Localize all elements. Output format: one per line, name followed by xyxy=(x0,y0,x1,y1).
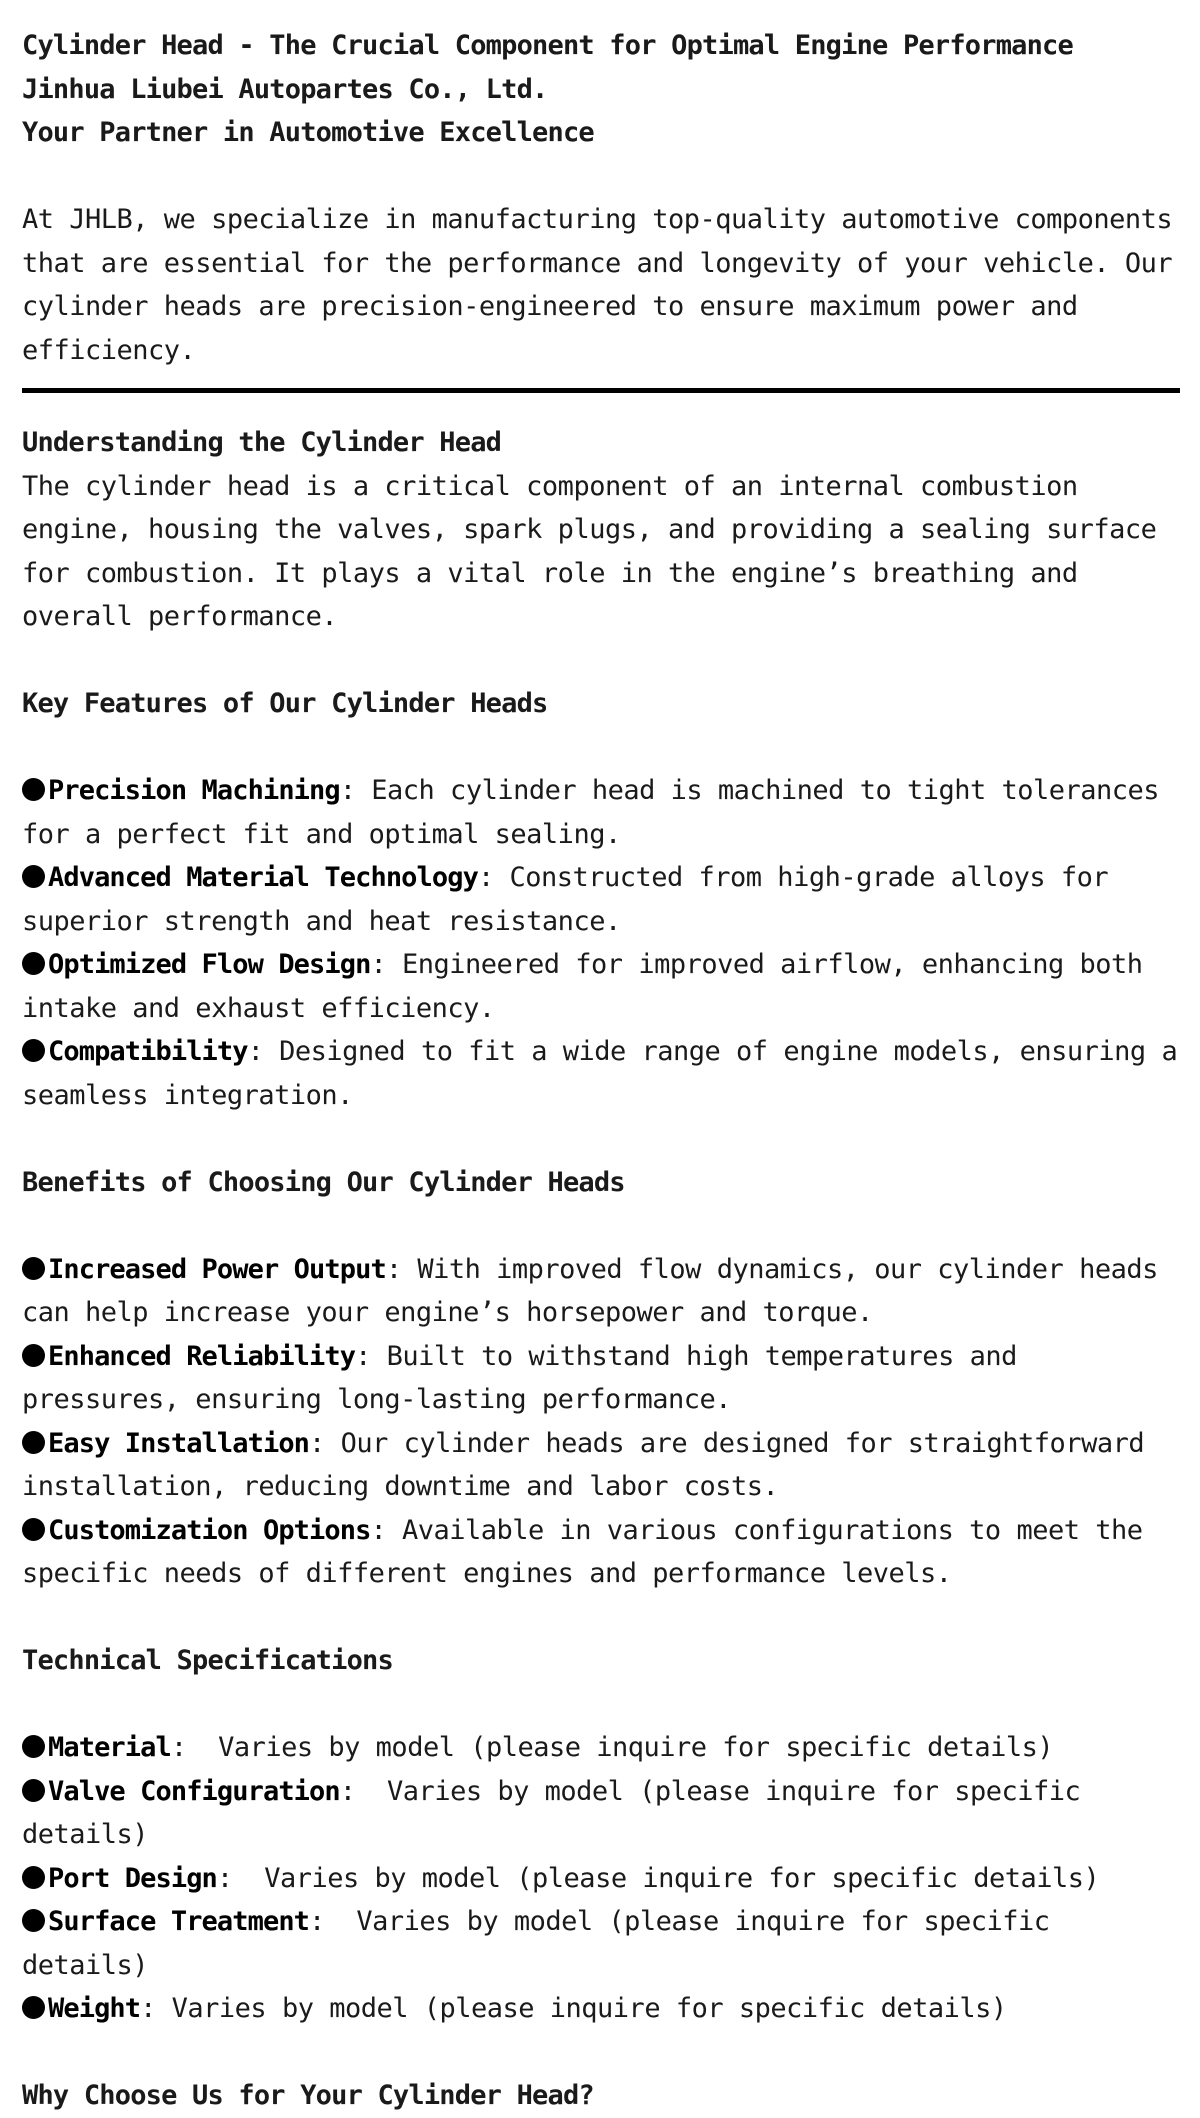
benefit-description: Our cylinder heads are designed for straightforward installation, reducing downtime and labor costs. xyxy=(22,1427,1145,1502)
label-separator: : xyxy=(309,1906,357,1937)
intro-paragraph: At JHLB, we specialize in manufacturing top-quality automotive components that are essential for the performance and longevity of your vehicle. Our cylinder heads are precision-engineered to ensure maximum power and efficiency. xyxy=(22,204,1173,366)
bullet-icon xyxy=(22,1996,45,2019)
spec-value: Varies by model (please inquire for specific details) xyxy=(22,1775,1081,1850)
label-separator: : xyxy=(309,1427,341,1459)
list-item xyxy=(22,1335,1178,1422)
label-separator: : xyxy=(216,1862,265,1894)
feature-description: Each cylinder head is machined to tight tolerances for a perfect fit and optimal sealing. xyxy=(22,775,1160,850)
understanding-heading: Understanding the Cylinder Head xyxy=(22,427,502,458)
spacer xyxy=(22,1204,1178,1248)
bullet-icon xyxy=(22,1431,45,1454)
label-separator: : xyxy=(370,1514,402,1546)
label-separator: : xyxy=(140,1993,172,2024)
list-item xyxy=(22,1509,1178,1596)
benefit-label: Customization Options xyxy=(48,1514,371,1546)
benefit-description: Available in various configurations to meet the specific needs of different engines and performance levels. xyxy=(22,1514,1143,1589)
bullet-icon xyxy=(22,1909,45,1932)
spacer xyxy=(22,1117,1178,1161)
bullet-icon xyxy=(22,1866,45,1889)
document-title: Cylinder Head - The Crucial Component for Optimal Engine Performance xyxy=(22,30,1073,61)
spec-value: Varies by model (please inquire for specific details) xyxy=(22,1906,1050,1981)
list-item xyxy=(22,1422,1178,1509)
bullet-icon xyxy=(22,1518,45,1541)
benefits-list xyxy=(22,1248,1178,1596)
spacer xyxy=(22,639,1178,683)
list-item xyxy=(22,1987,1178,2031)
specs-list xyxy=(22,1726,1178,2031)
list-item xyxy=(22,1900,1178,1987)
feature-label: Optimized Flow Design xyxy=(48,949,371,980)
bullet-icon xyxy=(22,865,45,888)
list-item xyxy=(22,943,1178,1030)
label-separator: : xyxy=(339,775,372,806)
benefit-description: Built to withstand high temperatures and pressures, ensuring long-lasting performance. xyxy=(22,1340,1017,1415)
company-name: Jinhua Liubei Autopartes Co., Ltd. xyxy=(22,73,548,105)
spec-label: Material xyxy=(48,1732,171,1763)
list-item xyxy=(22,1726,1178,1770)
feature-description: Constructed from high-grade alloys for superior strength and heat resistance. xyxy=(22,862,1109,937)
list-item xyxy=(22,1030,1178,1117)
spec-label: Port Design xyxy=(48,1862,217,1894)
benefit-description: With improved flow dynamics, our cylinder heads can help increase your engine’s horsepower and torque. xyxy=(22,1253,1158,1328)
benefits-heading: Benefits of Choosing Our Cylinder Heads xyxy=(22,1166,625,1198)
bullet-icon xyxy=(22,1257,45,1280)
list-item xyxy=(22,1857,1178,1901)
feature-label: Advanced Material Technology xyxy=(48,862,478,893)
benefit-label: Increased Power Output xyxy=(48,1253,386,1285)
feature-label: Compatibility xyxy=(48,1036,248,1067)
spec-value: Varies by model (please inquire for specific details) xyxy=(218,1732,1054,1763)
label-separator: : xyxy=(170,1732,219,1763)
label-separator: : xyxy=(247,1036,280,1067)
bullet-icon xyxy=(22,1039,45,1062)
features-list xyxy=(22,769,1178,1117)
bullet-icon xyxy=(22,1779,45,1802)
spacer xyxy=(22,1596,1178,1640)
feature-description: Engineered for improved airflow, enhancing both intake and exhaust efficiency. xyxy=(22,949,1143,1024)
spec-label: Surface Treatment xyxy=(48,1906,310,1937)
list-item xyxy=(22,856,1178,943)
bullet-icon xyxy=(22,1344,45,1367)
benefit-label: Easy Installation xyxy=(48,1427,310,1459)
company-tagline: Your Partner in Automotive Excellence xyxy=(22,117,594,148)
spacer xyxy=(22,2031,1178,2075)
list-item xyxy=(22,769,1178,856)
bullet-icon xyxy=(22,1735,45,1758)
benefit-label: Enhanced Reliability xyxy=(48,1340,356,1372)
bullet-icon xyxy=(22,778,45,801)
label-separator: : xyxy=(355,1340,387,1372)
spacer xyxy=(22,1683,1178,1727)
label-separator: : xyxy=(385,1253,418,1285)
spec-value: Varies by model (please inquire for specific details) xyxy=(264,1862,1100,1894)
label-separator: : xyxy=(370,949,402,980)
feature-description: Designed to fit a wide range of engine models, ensuring a seamless integration. xyxy=(22,1036,1178,1111)
spec-label: Weight xyxy=(48,1993,141,2024)
specs-heading: Technical Specifications xyxy=(22,1645,393,1676)
feature-label: Precision Machining xyxy=(48,775,340,806)
spacer xyxy=(22,726,1178,770)
understanding-paragraph: The cylinder head is a critical component of an internal combustion engine, housing the valves, spark plugs, and providing a sealing surface for combustion. It plays a vital role in the engine’s breathing and overall performance. xyxy=(22,470,1157,632)
features-heading: Key Features of Our Cylinder Heads xyxy=(22,688,548,719)
list-item xyxy=(22,1248,1178,1335)
bullet-icon xyxy=(22,952,45,975)
spacer xyxy=(22,155,1178,199)
spec-label: Valve Configuration xyxy=(48,1775,340,1807)
why-heading: Why Choose Us for Your Cylinder Head? xyxy=(22,2080,594,2111)
section-divider xyxy=(22,388,1180,393)
spec-value: Varies by model (please inquire for specific details) xyxy=(171,1993,1007,2024)
label-separator: : xyxy=(477,862,510,893)
list-item xyxy=(22,1770,1178,1857)
label-separator: : xyxy=(339,1775,388,1807)
